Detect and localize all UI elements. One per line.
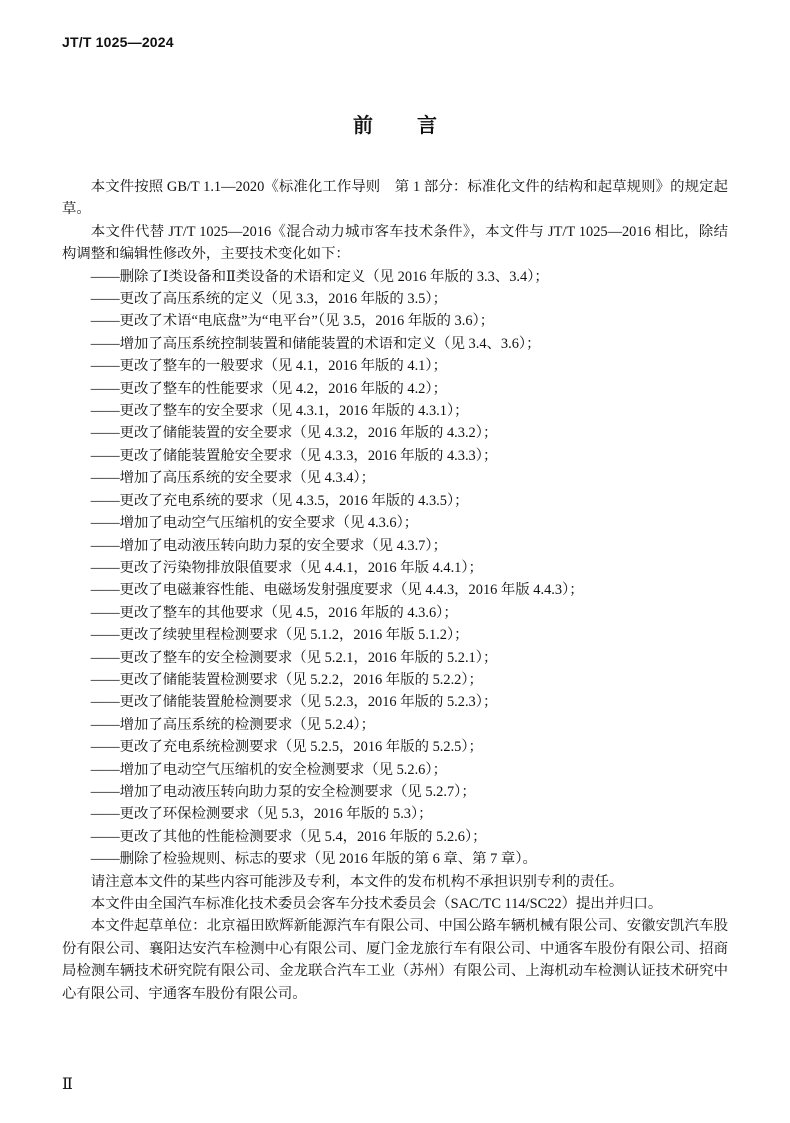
page-title [0,112,790,138]
patent-notice-paragraph: 请注意本文件的某些内容可能涉及专利，本文件的发布机构不承担识别专利的责任。 [90,873,624,890]
list-item: ——删除了检验规则、标志的要求（见 2016 年版的第 6 章、第 7 章）。 [90,851,537,868]
intro-paragraph-replacement: 本文件代替 JT/T 1025—2016《混合动力城市客车技术条件》，本文件与 JT/T 1025—2016 相比，除结构调整和编辑性修改外，主要技术变化如下： [62,223,728,263]
list-item: ——增加了高压系统的安全要求（见 4.3.4）； [90,470,376,487]
list-item: ——更改了高压系统的定义（见 3.3，2016 年版的 3.5）； [90,291,447,308]
list-item: ——更改了整车的安全要求（见 4.3.1，2016 年版的 4.3.1）； [90,403,469,420]
list-item: ——更改了电磁兼容性能、电磁场发射强度要求（见 4.4.3，2016 年版 4.4.3）； [90,582,584,599]
list-item: ——增加了电动空气压缩机的安全要求（见 4.3.6）； [90,515,419,532]
list-item: ——更改了储能装置舱检测要求（见 5.2.3，2016 年版的 5.2.3）； [90,694,498,711]
proposer-paragraph: 本文件由全国汽车标准化技术委员会客车分技术委员会（SAC/TC 114/SC22）提出并归口。 [90,896,663,912]
list-item: ——增加了高压系统的检测要求（见 5.2.4）； [90,716,376,733]
technical-changes-list [62,266,728,871]
list-item: ——删除了Ⅰ类设备和Ⅱ类设备的术语和定义（见 2016 年版的 3.3、3.4）； [90,268,549,285]
foreword-body [62,176,728,1005]
list-item: ——更改了整车的安全检测要求（见 5.2.1，2016 年版的 5.2.1）； [90,649,498,666]
list-item: ——更改了环保检测要求（见 5.3，2016 年版的 5.3）； [90,806,433,823]
list-item: ——更改了充电系统检测要求（见 5.2.5，2016 年版的 5.2.5）； [90,739,483,756]
list-item: ——更改了储能装置的安全要求（见 4.3.2，2016 年版的 4.3.2）； [90,425,498,442]
list-item: ——增加了电动液压转向助力泵的安全要求（见 4.3.7）； [90,537,447,554]
page-number: Ⅱ [62,1076,73,1093]
list-item: ——增加了电动液压转向助力泵的安全检测要求（见 5.2.7）； [90,783,476,800]
list-item: ——更改了整车的其他要求（见 4.5，2016 年版的 4.3.6）； [90,604,458,621]
list-item: ——更改了术语“电底盘”为“电平台”（见 3.5，2016 年版的 3.6）； [90,313,495,330]
list-item: ——更改了整车的性能要求（见 4.2，2016 年版的 4.2）； [90,380,447,397]
standard-code-header: JT/T 1025—2024 [62,34,174,50]
foreword-title-text: 前 言 [353,113,449,137]
list-item: ——更改了其他的性能检测要求（见 5.4，2016 年版的 5.2.6）； [90,828,487,845]
drafting-units-paragraph: 本文件起草单位：北京福田欧辉新能源汽车有限公司、中国公路车辆机械有限公司、安徽安凯汽车股份有限公司、襄阳达安汽车检测中心有限公司、厦门金龙旅行车有限公司、中通客车股份有限公司、招商局检测车辆技术研究院有限公司、金龙联合汽车工业（苏州）有限公司、上海机动车检测认证技术研究中心有限公司、宇通客车股份有限公司。 [62,918,728,1002]
list-item: ——更改了储能装置舱安全要求（见 4.3.3，2016 年版的 4.3.3）； [90,447,498,464]
list-item: ——更改了污染物排放限值要求（见 4.4.1，2016 年版 4.4.1）； [90,559,483,576]
list-item: ——更改了储能装置检测要求（见 5.2.2，2016 年版的 5.2.2）； [90,671,483,688]
list-item: ——增加了高压系统控制装置和储能装置的术语和定义（见 3.4、3.6）； [90,335,541,352]
list-item: ——更改了整车的一般要求（见 4.1，2016 年版的 4.1）； [90,358,447,375]
list-item: ——更改了充电系统的要求（见 4.3.5，2016 年版的 4.3.5）； [90,492,469,509]
list-item: ——更改了续驶里程检测要求（见 5.1.2，2016 年版 5.1.2）； [90,627,469,644]
intro-paragraph-drafting-rules: 本文件按照 GB/T 1.1—2020《标准化工作导则 第 1 部分：标准化文件的结构和起草规则》的规定起草。 [62,179,728,218]
list-item: ——增加了电动空气压缩机的安全检测要求（见 5.2.6）； [90,761,447,778]
